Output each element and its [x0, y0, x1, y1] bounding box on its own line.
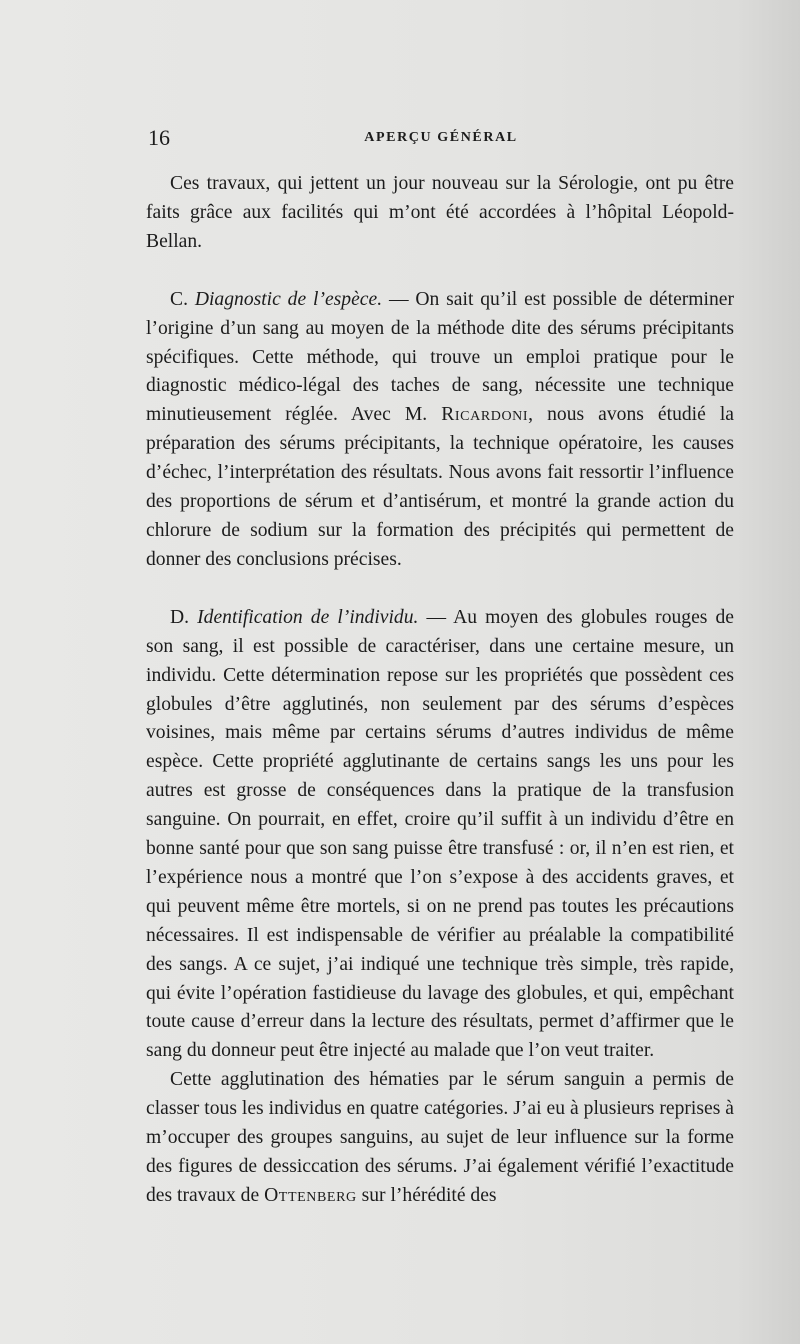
- paragraph-text: , nous avons étudié la préparation des sérums précipitants, la technique opératoire, les causes d’échec, l’interprétation des résultats. Nous avons fait ressortir l’influence des proportions de sérum et d’antisérum, et montré la grande action du chlorure de sodium sur la formation des précipités qui permettent de donner des conclusions précises.: [146, 404, 734, 570]
- author-name: Ottenberg: [264, 1184, 357, 1206]
- running-title: APERÇU GÉNÉRAL: [364, 130, 518, 145]
- paragraph-seroligie: [146, 170, 734, 257]
- paragraph-agglutination: [146, 1066, 734, 1211]
- page-header: [148, 120, 734, 156]
- section-letter: D.: [170, 606, 190, 628]
- paragraph-text: sur l’hérédité des: [356, 1184, 497, 1206]
- section-d-paragraph: [146, 604, 734, 1067]
- section-heading: Diagnostic de l’espèce.: [194, 288, 383, 310]
- page-body: [146, 170, 734, 1211]
- section-heading: Identification de l’individu.: [197, 606, 419, 628]
- page-number: 16: [148, 125, 170, 150]
- section-c-paragraph: [146, 286, 734, 575]
- paragraph-text: Cette agglutination des hématies par le sérum sanguin a permis de classer tous les individus en quatre catégories. J’ai eu à plusieurs reprises à m’occuper des groupes sanguins, au sujet de leur influence sur la forme des figures de dessiccation des sérums. J’ai également vérifié l’exactitude des travaux de: [146, 1069, 734, 1206]
- author-name: Ricardoni: [441, 404, 529, 426]
- section-letter: C.: [170, 288, 188, 310]
- paragraph-text: — On sait qu’il est possible de déterminer l’origine d’un sang au moyen de la méthode dite des sérums précipitants spécifiques. Cette méthode, qui trouve un emploi pratique pour le diagnostic médico-légal des taches de sang, nécessite une technique minutieusement réglée. Avec M.: [146, 288, 734, 426]
- paragraph-text: Ces travaux, qui jettent un jour nouveau sur la Sérologie, ont pu être faits grâce aux facilités qui m’ont été accordées à l’hôpital Léopold-Bellan.: [146, 173, 734, 252]
- paragraph-text: — Au moyen des globules rouges de son sang, il est possible de caractériser, dans une certaine mesure, un individu. Cette détermination repose sur les propriétés que possèdent ces globules d’être agglutinés, non seulement par des sérums d’espèces voisines, mais même par certains sérums d’autres individus de même espèce. Cette propriété agglutinante de certains sangs les uns pour les autres est grosse de conséquences dans la pratique de la transfusion sanguine. On pourrait, en effet, croire qu’il suffit à un individu d’être en bonne santé pour que son sang puisse être transfusé : or, il n’en est rien, et l’expérience nous a montré que l’on s’expose à des accidents graves, et qui peuvent même être mortels, si on ne prend pas toutes les précautions nécessaires. Il est indispensable de vérifier au préalable la compatibilité des sangs. A ce sujet, j’ai indiqué une technique très simple, très rapide, qui évite l’opération fastidieuse du lavage des globules, et qui, empêchant toute cause d’erreur dans la lecture des résultats, permet d’affirmer que le sang du donneur peut être injecté au malade que l’on veut traiter.: [146, 606, 734, 1062]
